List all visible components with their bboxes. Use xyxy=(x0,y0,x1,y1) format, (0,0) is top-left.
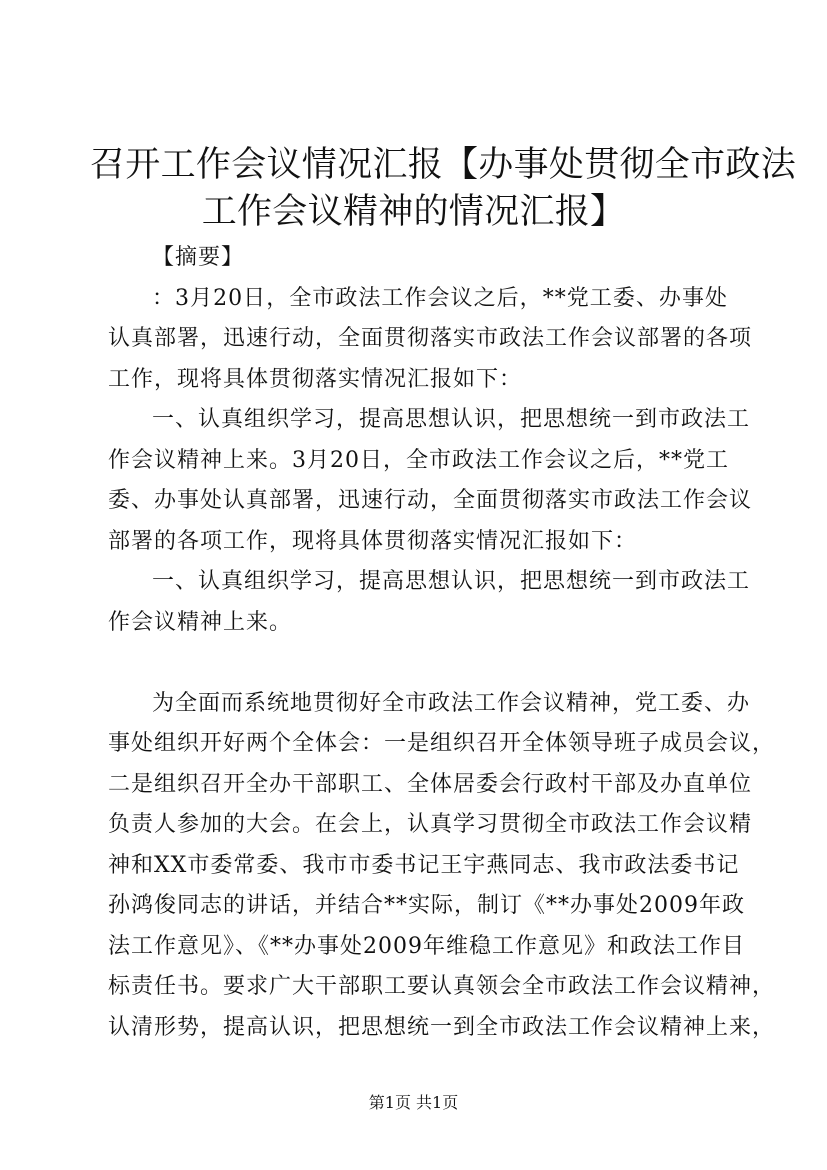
text-line: 工作，现将具体贯彻落实情况汇报如下： xyxy=(108,366,523,392)
paragraph-1 xyxy=(108,279,753,401)
text-line: 认真部署，迅速行动，全面贯彻落实市政法工作会议部署的各项 xyxy=(108,326,753,351)
text-line: 法工作意见》、《**办事处2009年维稳工作意见》和政法工作目 xyxy=(108,933,745,959)
text-line: 委、办事处认真部署，迅速行动，全面贯彻落实市政法工作会议 xyxy=(108,488,753,513)
text-line: 一、认真组织学习，提高思想认识，把思想统一到市政法工 xyxy=(152,569,751,594)
text-line: 孙鸿俊同志的讲话，并结合**实际，制订《**办事处2009年政 xyxy=(108,893,745,918)
paragraph-2 xyxy=(108,400,753,562)
text-line: 二是组织召开全办干部职工、全体居委会行政村干部及办直单位 xyxy=(108,771,753,797)
text-line: 神和XX市委常委、我市市委书记王宇燕同志、我市政法委书记 xyxy=(108,852,740,878)
page-footer: 第1页 共1页 xyxy=(368,1093,459,1112)
text-line: 为全面而系统地贯彻好全市政法工作会议精神，党工委、办 xyxy=(152,690,751,716)
summary-heading: 【摘要】 xyxy=(152,245,245,270)
paragraph-gap xyxy=(108,643,728,684)
text-line: 一、认真组织学习，提高思想认识，把思想统一到市政法工 xyxy=(152,407,751,432)
text-line: ：3月20日，全市政法工作会议之后，**党工委、办事处 xyxy=(152,285,728,311)
paragraph-3 xyxy=(108,562,751,643)
document-title xyxy=(90,142,797,236)
paragraph-4 xyxy=(108,684,776,1049)
document-body xyxy=(108,238,776,1048)
text-line: 负责人参加的大会。在会上，认真学习贯彻全市政法工作会议精 xyxy=(108,812,753,837)
title-line: 工作会议精神的情况汇报】 xyxy=(201,192,626,232)
title-line: 召开工作会议情况汇报【办事处贯彻全市政法 xyxy=(90,145,797,185)
text-line: 标责任书。要求广大干部职工要认真领会全市政法工作会议精神， xyxy=(108,974,776,999)
text-line: 作会议精神上来。 xyxy=(108,609,293,635)
text-line: 部署的各项工作，现将具体贯彻落实情况汇报如下： xyxy=(108,528,638,554)
text-line: 认清形势，提高认识，把思想统一到全市政法工作会议精神上来， xyxy=(108,1014,776,1040)
text-line: 事处组织开好两个全体会：一是组织召开全体领导班子成员会议， xyxy=(108,731,776,756)
text-line: 作会议精神上来。3月20日，全市政法工作会议之后，**党工 xyxy=(108,447,729,473)
